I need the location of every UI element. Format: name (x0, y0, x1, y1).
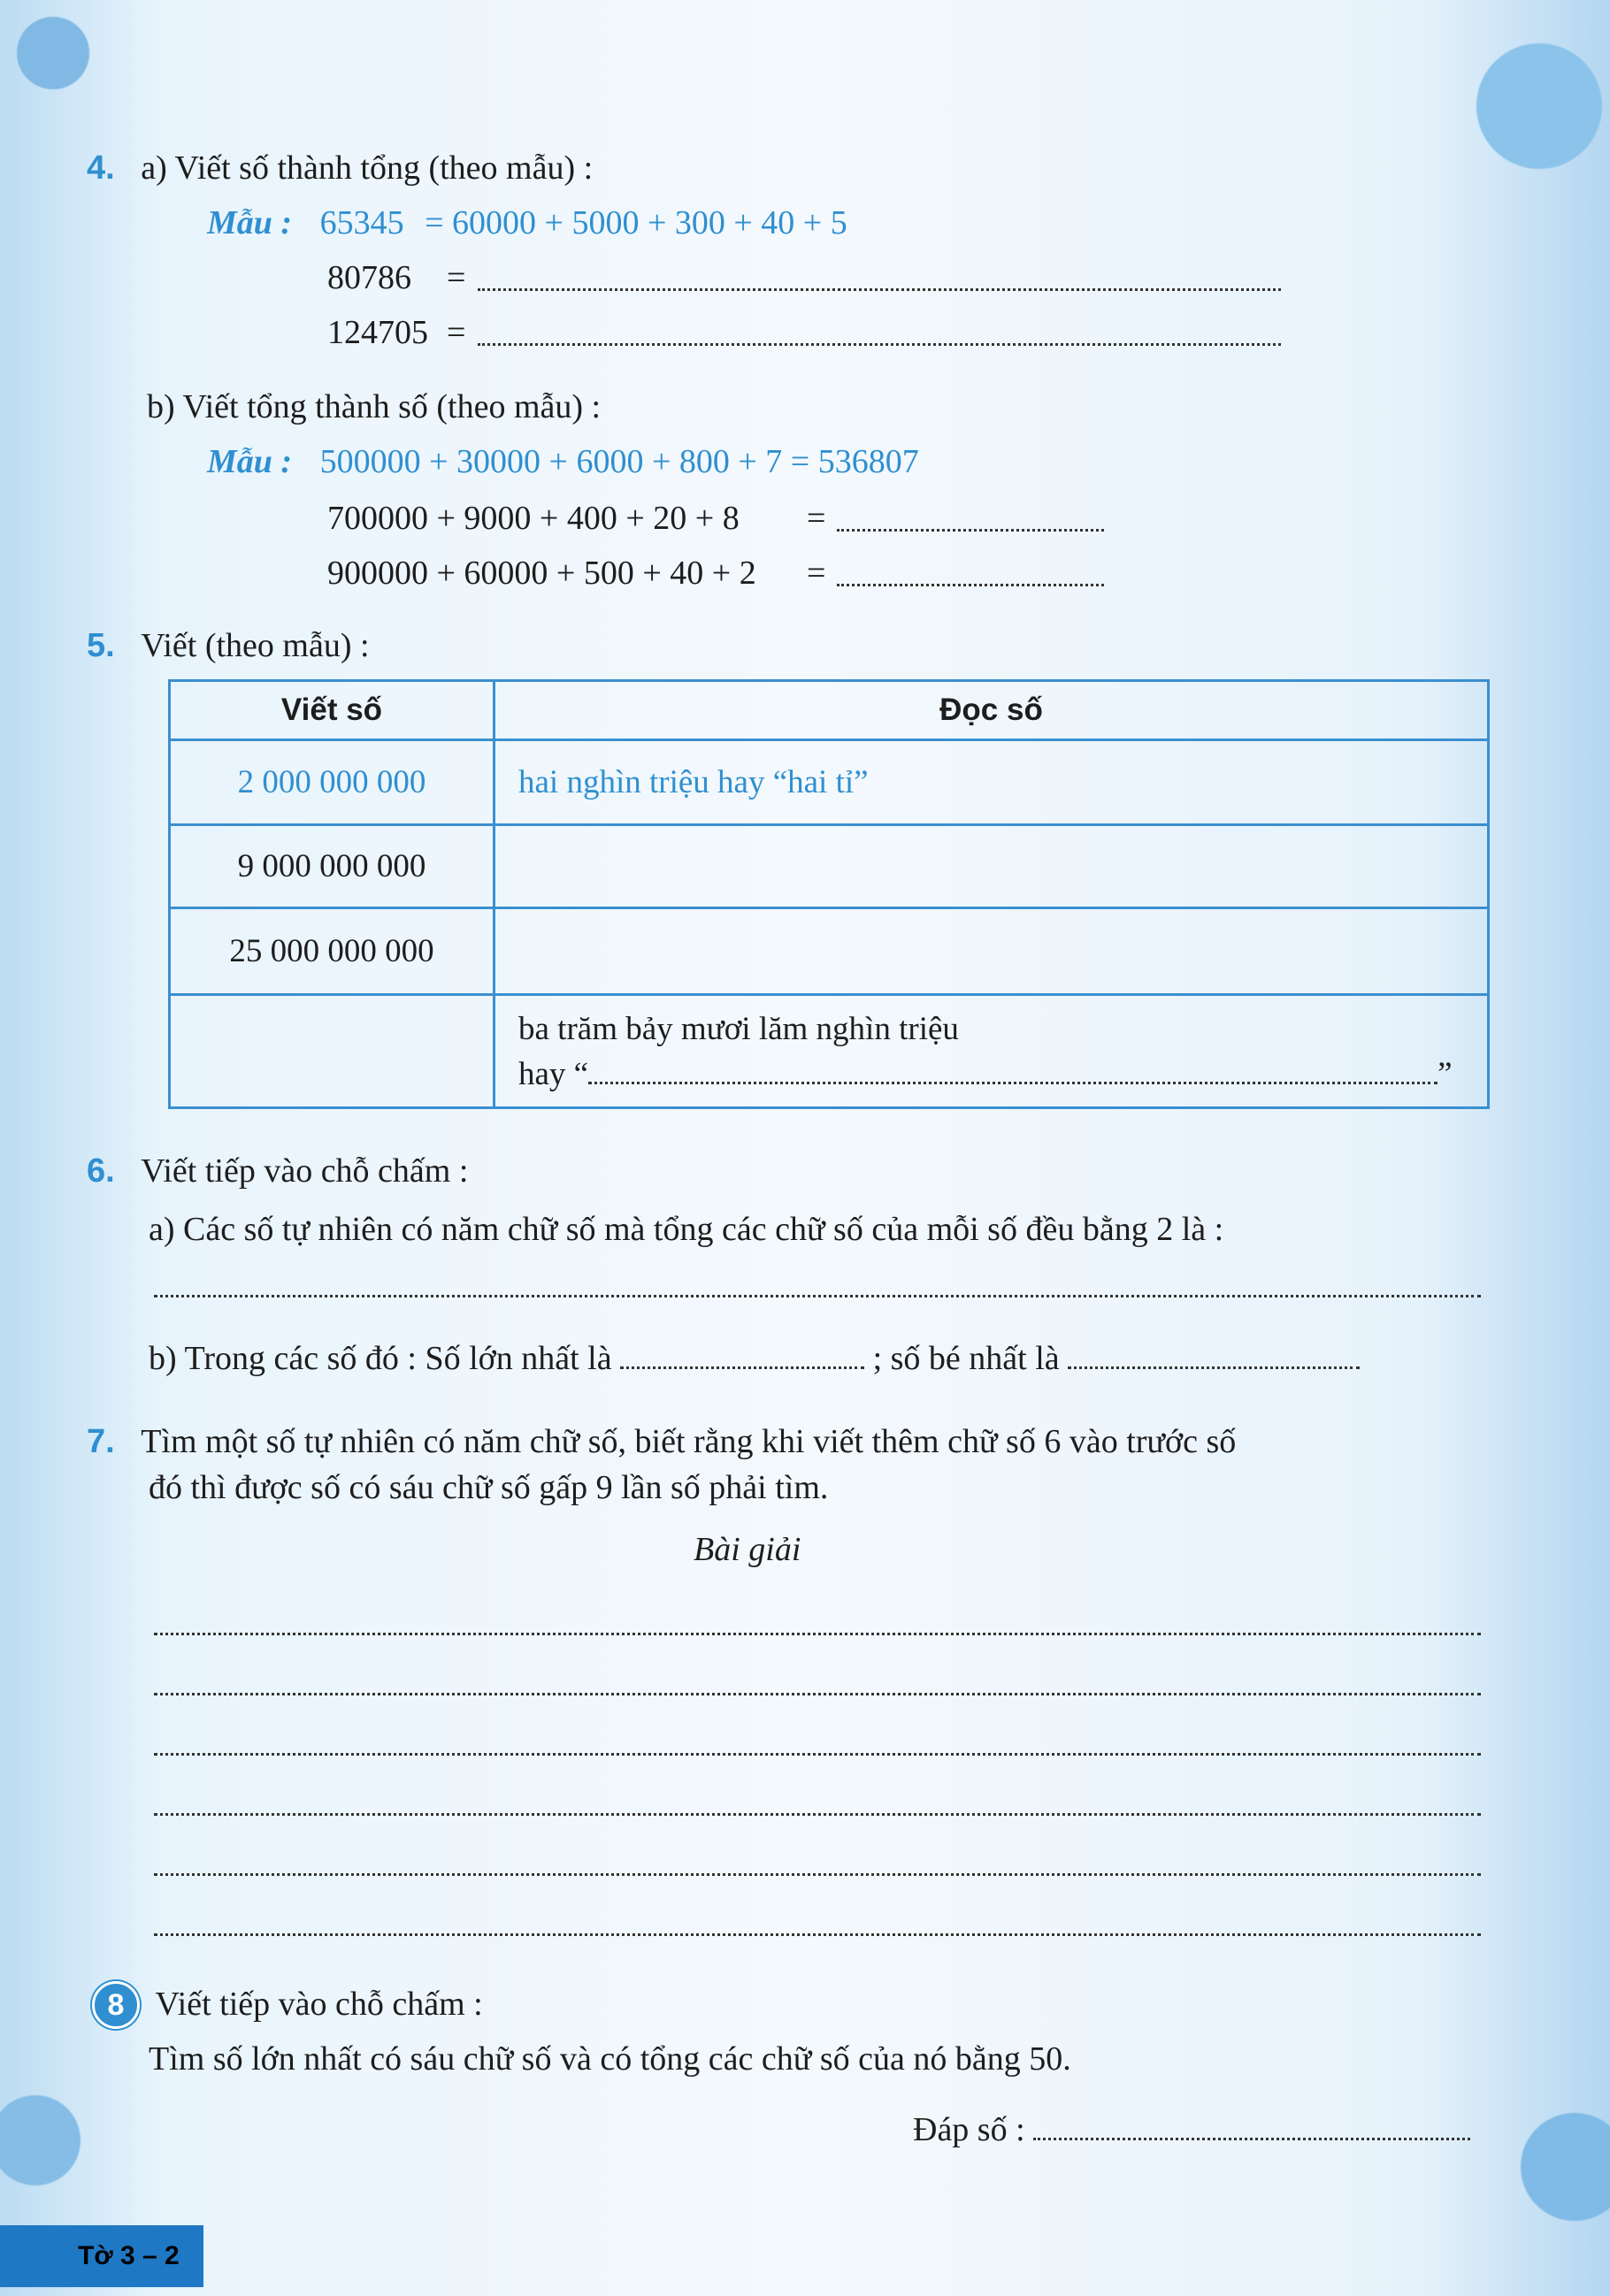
q7-answer-line-5[interactable] (154, 1873, 1481, 1876)
q6b-smallest-answer[interactable] (1068, 1358, 1360, 1369)
q8-number-badge: 8 (92, 1981, 140, 2029)
q4a-example-number: 65345 (319, 204, 404, 241)
q4b-example-expression: 500000 + 30000 + 6000 + 800 + 7 = 536807 (319, 443, 919, 480)
q7-answer-line-6[interactable] (154, 1933, 1481, 1936)
q7-solution-label: Bài giải (694, 1531, 801, 1568)
q5-table (168, 679, 1490, 1109)
q4b-row1-answer-line[interactable] (837, 529, 1104, 532)
q4a-row2-eq: = (447, 314, 466, 351)
q8-answer-line[interactable] (1033, 2129, 1470, 2140)
q6b-largest-answer[interactable] (620, 1358, 864, 1369)
q7-line1 (87, 1422, 1236, 1461)
q4a-example-sum: = 60000 + 5000 + 300 + 40 + 5 (425, 204, 847, 241)
q4a-row1-answer-line[interactable] (478, 288, 1281, 291)
q4a-row1-number: 80786 (327, 259, 411, 296)
mau-label: Mẫu : (207, 204, 293, 241)
q6-number: 6. (87, 1152, 115, 1190)
row4-doc-line1: ba trăm bảy mươi lăm nghìn triệu (518, 1010, 959, 1047)
row4-doc-so (494, 995, 1489, 1108)
q7-text-line2: đó thì được số có sáu chữ số gấp 9 lần số phải tìm. (149, 1469, 829, 1506)
q4b-row2-expression: 900000 + 60000 + 500 + 40 + 2 (327, 555, 756, 592)
q5-number: 5. (87, 627, 115, 664)
q7-answer-line-2[interactable] (154, 1693, 1481, 1695)
q4a-example (207, 203, 847, 242)
q4b-row2-answer-line[interactable] (837, 584, 1104, 586)
q8-heading (92, 1981, 483, 2029)
q4b-example (207, 442, 919, 481)
q4a-row2-answer-line[interactable] (478, 343, 1281, 346)
q7-answer-line-1[interactable] (154, 1633, 1481, 1635)
table-row (170, 908, 1489, 995)
q6-title: Viết tiếp vào chỗ chấm : (141, 1152, 469, 1190)
table-header-row (170, 681, 1489, 740)
q4-number: 4. (87, 149, 115, 187)
row4-answer-line[interactable] (588, 1073, 1438, 1084)
q8-answer (913, 2110, 1470, 2149)
row2-viet-so: 9 000 000 000 (170, 825, 494, 908)
row4-suffix: ” (1438, 1055, 1453, 1092)
table-row (170, 825, 1489, 908)
q6b-line (149, 1339, 1360, 1378)
table-row (170, 995, 1489, 1108)
row3-doc-so-blank[interactable] (494, 908, 1489, 995)
q6b-mid: ; số bé nhất là (872, 1340, 1060, 1377)
q7-number: 7. (87, 1423, 115, 1460)
row4-viet-so-blank[interactable] (170, 995, 494, 1108)
q8-text: Tìm số lớn nhất có sáu chữ số và có tổng các chữ số của nó bằng 50. (149, 2040, 1071, 2078)
row1-doc-so: hai nghìn triệu hay “hai tỉ” (494, 740, 1489, 825)
q4b-row1-expression: 700000 + 9000 + 400 + 20 + 8 (327, 500, 740, 537)
q6b-prefix: b) Trong các số đó : Số lớn nhất là (149, 1340, 612, 1377)
row3-viet-so: 25 000 000 000 (170, 908, 494, 995)
row4-prefix: hay “ (518, 1055, 589, 1092)
page-footer-label: Tờ 3 – 2 (0, 2225, 203, 2287)
q4a-row1-eq: = (447, 259, 466, 296)
header-doc-so: Đọc số (494, 681, 1489, 740)
q8-answer-label: Đáp số : (913, 2111, 1025, 2148)
q6-heading (87, 1152, 468, 1190)
q5-heading (87, 626, 370, 665)
q6a-answer-line[interactable] (154, 1295, 1481, 1297)
q6a-text: a) Các số tự nhiên có năm chữ số mà tổng các chữ số của mỗi số đều bằng 2 là : (149, 1211, 1224, 1248)
q7-answer-line-3[interactable] (154, 1753, 1481, 1756)
table-row (170, 740, 1489, 825)
q4-heading (87, 149, 593, 188)
q7-text-line1: Tìm một số tự nhiên có năm chữ số, biết rằng khi viết thêm chữ số 6 vào trước số (141, 1423, 1237, 1460)
q5-title: Viết (theo mẫu) : (141, 627, 370, 664)
mau-label-b: Mẫu : (207, 443, 293, 480)
q4b-row1-eq: = (807, 500, 826, 537)
q4b-row2-eq: = (807, 555, 826, 592)
q4a-row2-number: 124705 (327, 314, 428, 351)
q7-answer-line-4[interactable] (154, 1813, 1481, 1816)
row4-doc-line2 (518, 1055, 1464, 1093)
q4b-title: b) Viết tổng thành số (theo mẫu) : (147, 388, 602, 425)
q8-title: Viết tiếp vào chỗ chấm : (155, 1986, 483, 2023)
q4a-title: a) Viết số thành tổng (theo mẫu) : (141, 149, 594, 187)
row1-viet-so: 2 000 000 000 (170, 740, 494, 825)
row2-doc-so-blank[interactable] (494, 825, 1489, 908)
header-viet-so: Viết số (170, 681, 494, 740)
